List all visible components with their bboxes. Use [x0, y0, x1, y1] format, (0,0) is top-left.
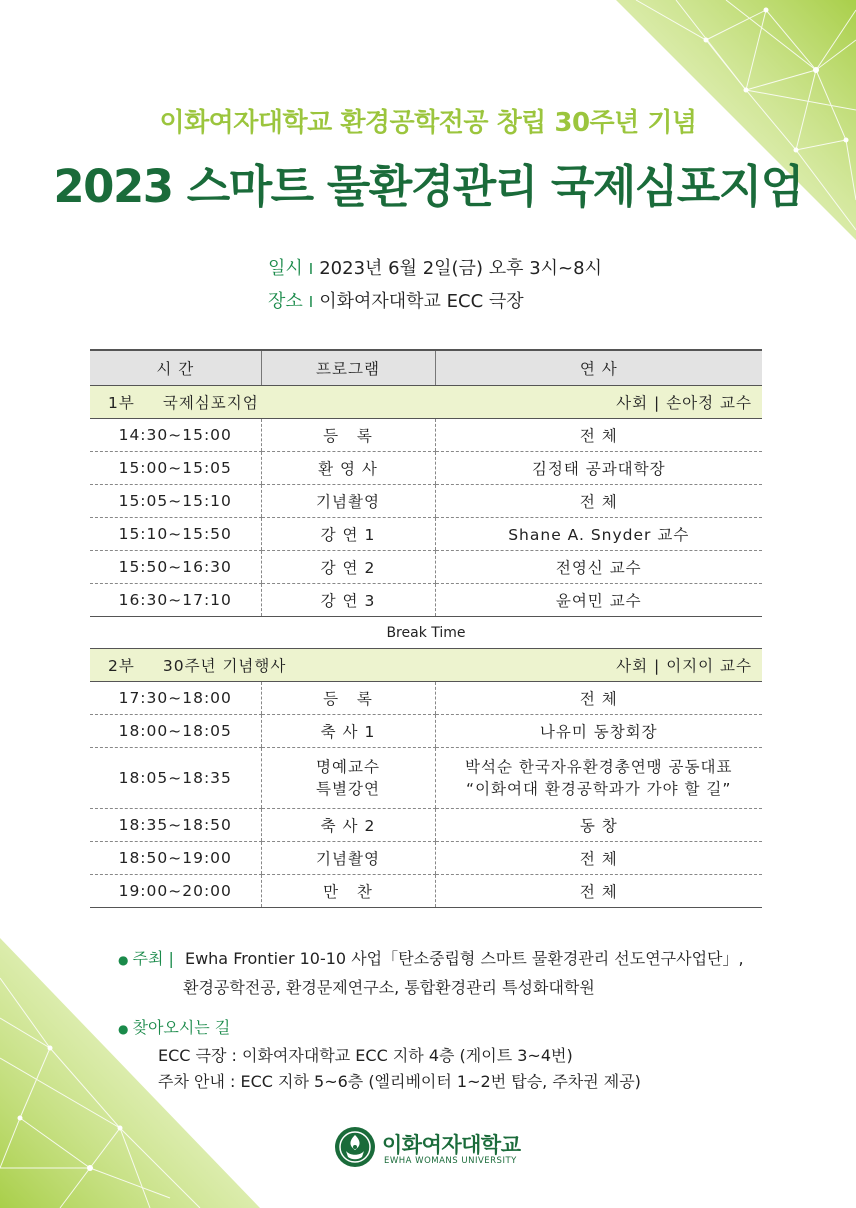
part1-row	[90, 386, 762, 419]
bullet-icon: ●	[118, 1022, 129, 1036]
speaker-cell: 김정태 공과대학장	[435, 452, 762, 485]
time-cell: 18:00~18:05	[90, 715, 261, 748]
program-cell: 만 찬	[261, 875, 435, 908]
table-row	[90, 875, 762, 908]
speaker-cell: 전 체	[435, 485, 762, 518]
break-time-label: Break Time	[386, 624, 466, 641]
time-cell: 16:30~17:10	[90, 584, 261, 617]
date-value: 2023년 6월 2일(금) 오후 3시~8시	[319, 258, 602, 279]
time-cell: 18:35~18:50	[90, 809, 261, 842]
table-row	[90, 682, 762, 715]
speaker-cell: 전 체	[435, 842, 762, 875]
time-cell: 18:05~18:35	[90, 748, 261, 809]
schedule-header-row	[90, 350, 762, 386]
part1-title: 국제심포지엄	[162, 394, 259, 412]
program-cell: 강 연 1	[261, 518, 435, 551]
header-program: 프로그램	[261, 350, 435, 386]
table-row	[90, 485, 762, 518]
event-date	[268, 254, 602, 280]
university-name-ko: 이화여자대학교	[382, 1133, 521, 1157]
place-label: 장소	[268, 291, 303, 312]
speaker-cell: 윤여민 교수	[435, 584, 762, 617]
speaker-cell: 전 체	[435, 419, 762, 452]
directions-heading	[118, 1015, 230, 1038]
directions-ecc: ECC 극장 : 이화여자대학교 ECC 지하 4층 (게이트 3~4번)	[158, 1046, 573, 1065]
speaker-cell: 전 체	[435, 875, 762, 908]
program-cell: 강 연 2	[261, 551, 435, 584]
part1-label: 1부	[108, 394, 135, 412]
program-cell: 강 연 3	[261, 584, 435, 617]
table-row	[90, 518, 762, 551]
event-subtitle: 이화여자대학교 환경공학전공 창립 30주년 기념	[159, 108, 697, 138]
university-seal-icon	[334, 1126, 376, 1168]
program-cell: 환 영 사	[261, 452, 435, 485]
event-title: 2023 스마트 물환경관리 국제심포지엄	[53, 160, 803, 213]
speaker-cell: 박석순 한국자유환경총연맹 공동대표 “이화여대 환경공학과가 가야 할 길”	[435, 748, 762, 809]
part2-title: 30주년 기념행사	[162, 657, 287, 675]
time-cell: 15:50~16:30	[90, 551, 261, 584]
time-cell: 15:05~15:10	[90, 485, 261, 518]
bullet-icon: ●	[118, 953, 129, 967]
header-time: 시 간	[90, 350, 261, 386]
header-speaker: 연 사	[435, 350, 762, 386]
university-name-en: EWHA WOMANS UNIVERSITY	[384, 1156, 517, 1166]
table-row	[90, 584, 762, 617]
speaker-cell: 동 창	[435, 809, 762, 842]
time-cell: 19:00~20:00	[90, 875, 261, 908]
time-cell: 17:30~18:00	[90, 682, 261, 715]
part1-host: 사회 | 손아정 교수	[616, 394, 752, 412]
speaker-cell: 전 체	[435, 682, 762, 715]
program-cell: 기념촬영	[261, 842, 435, 875]
university-logo	[334, 1126, 534, 1172]
time-cell: 15:10~15:50	[90, 518, 261, 551]
speaker-cell: 나유미 동창회장	[435, 715, 762, 748]
date-separator: I	[308, 260, 314, 278]
directions-parking: 주차 안내 : ECC 지하 5~6층 (엘리베이터 1~2번 탑승, 주차권 제공)	[158, 1072, 641, 1091]
break-row	[90, 617, 762, 649]
part2-host: 사회 | 이지이 교수	[616, 657, 752, 675]
program-cell: 등 록	[261, 682, 435, 715]
speaker-cell: Shane A. Snyder 교수	[435, 518, 762, 551]
time-cell: 14:30~15:00	[90, 419, 261, 452]
table-row	[90, 842, 762, 875]
program-cell: 축 사 2	[261, 809, 435, 842]
event-place	[268, 287, 524, 313]
table-row	[90, 419, 762, 452]
date-label: 일시	[268, 258, 303, 279]
part2-row	[90, 649, 762, 682]
speaker-cell: 전영신 교수	[435, 551, 762, 584]
program-cell: 등 록	[261, 419, 435, 452]
part2-label: 2부	[108, 657, 135, 675]
place-value: 이화여자대학교 ECC 극장	[319, 291, 524, 312]
table-row	[90, 748, 762, 809]
place-separator: I	[308, 293, 314, 311]
program-cell: 명예교수 특별강연	[261, 748, 435, 809]
table-row	[90, 452, 762, 485]
table-row	[90, 715, 762, 748]
program-cell: 기념촬영	[261, 485, 435, 518]
time-cell: 18:50~19:00	[90, 842, 261, 875]
directions-label: 찾아오시는 길	[132, 1018, 231, 1037]
schedule-table	[90, 349, 762, 908]
host-line-2: 환경공학전공, 환경문제연구소, 통합환경관리 특성화대학원	[183, 978, 595, 997]
program-cell: 축 사 1	[261, 715, 435, 748]
host-label: 주최 |	[132, 949, 174, 968]
time-cell: 15:00~15:05	[90, 452, 261, 485]
table-row	[90, 551, 762, 584]
host-line-1	[118, 946, 744, 969]
host-text-1: Ewha Frontier 10-10 사업「탄소중립형 스마트 물환경관리 선도연구사업단」,	[184, 949, 744, 968]
table-row	[90, 809, 762, 842]
